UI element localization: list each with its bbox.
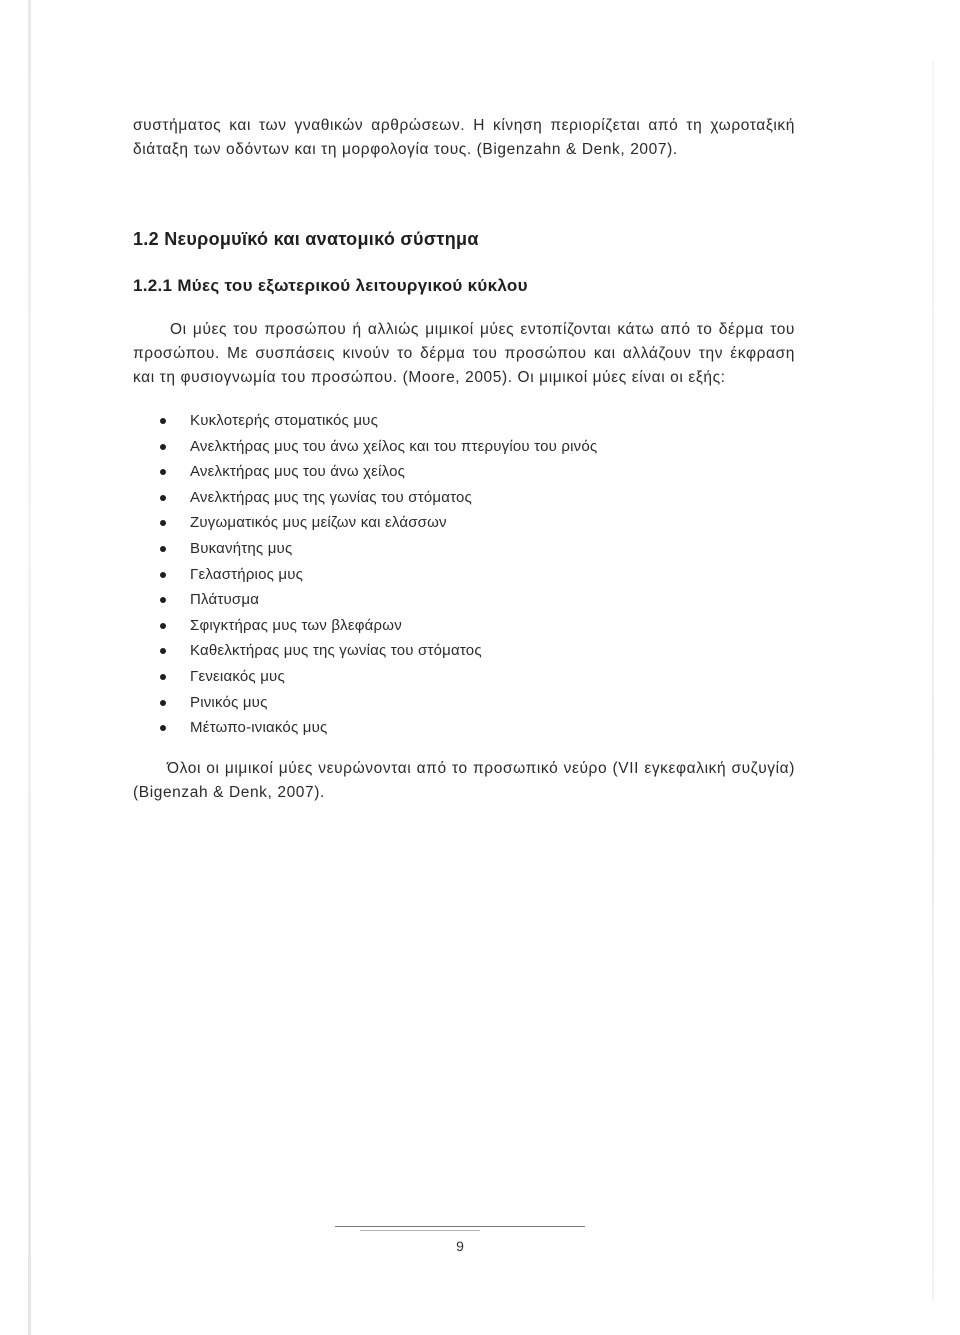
bullet-icon	[160, 418, 166, 424]
list-item-text: Ρινικός μυς	[190, 693, 268, 711]
closing-paragraph: Όλοι οι μιμικοί μύες νευρώνονται από το προσωπικό νεύρο (VII εγκεφαλική συζυγία) (Bigenzah & Denk, 2007).	[133, 760, 795, 801]
list-item	[160, 459, 780, 485]
bullet-icon	[160, 648, 166, 654]
list-item-text: Ανελκτήρας μυς της γωνίας του στόματος	[190, 488, 472, 506]
bullet-icon	[160, 495, 166, 501]
bullet-icon	[160, 623, 166, 629]
bullet-icon	[160, 597, 166, 603]
list-item-text: Ζυγωματικός μυς μείζων και ελάσσων	[190, 514, 447, 532]
list-item	[160, 613, 780, 639]
list-item	[160, 638, 780, 664]
list-item-text: Πλάτυσμα	[190, 591, 260, 609]
list-item	[160, 587, 780, 613]
intro-paragraph: συστήματος και των γναθικών αρθρώσεων. Η κίνηση περιορίζεται από τη χωροταξική διάταξη των οδόντων και τη μορφολογία τους. (Bigenzahn & Denk, 2007).	[133, 117, 795, 158]
list-item-text: Γελαστήριος μυς	[190, 565, 304, 583]
list-item-text: Βυκανήτης μυς	[190, 539, 293, 557]
description-paragraph: Οι μύες του προσώπου ή αλλιώς μιμικοί μύες εντοπίζονται κάτω από το δέρμα του προσώπου. Με συσπάσεις κινούν το δέρμα του προσώπου και αλλάζουν την έκφραση και τη φυσιογνωμία του προσώπου. (Moore, 2005). Οι μιμικοί μύες είναι οι εξής:	[133, 321, 795, 386]
bullet-icon	[160, 444, 166, 450]
bullet-icon	[160, 674, 166, 680]
list-item	[160, 664, 780, 690]
list-item-text: Καθελκτήρας μυς της γωνίας του στόματος	[190, 642, 482, 660]
footer-rule-accent	[360, 1230, 480, 1231]
list-item	[160, 485, 780, 511]
list-item-text: Κυκλοτερής στοματικός μυς	[190, 412, 379, 429]
list-item-text: Γενειακός μυς	[190, 667, 285, 685]
bullet-icon	[160, 725, 166, 731]
list-item	[160, 408, 780, 434]
list-item	[160, 715, 780, 741]
bullet-icon	[160, 469, 166, 475]
list-item	[160, 536, 780, 562]
bullet-icon	[160, 572, 166, 578]
list-item	[160, 510, 780, 536]
list-item-text: Ανελκτήρας μυς του άνω χείλος και του πτερυγίου του ρινός	[190, 437, 598, 455]
scan-edge-left	[28, 0, 31, 1335]
list-item-text: Ανελκτήρας μυς του άνω χείλος	[190, 463, 406, 481]
subsection-heading: 1.2.1 Μύες του εξωτερικού λειτουργικού κύκλου	[133, 276, 528, 295]
list-item-text: Μέτωπο-ινιακός μυς	[190, 719, 328, 737]
bullet-icon	[160, 520, 166, 526]
bullet-icon	[160, 700, 166, 706]
list-item	[160, 434, 780, 460]
section-heading: 1.2 Νευρομυϊκό και ανατομικό σύστημα	[133, 229, 479, 249]
muscle-list	[160, 408, 780, 741]
footer-rule	[335, 1226, 585, 1227]
list-item-text: Σφιγκτήρας μυς των βλεφάρων	[190, 616, 402, 634]
bullet-icon	[160, 546, 166, 552]
list-item	[160, 690, 780, 716]
list-item	[160, 562, 780, 588]
scan-edge-right	[932, 60, 934, 1300]
page-number: 9	[456, 1238, 464, 1254]
